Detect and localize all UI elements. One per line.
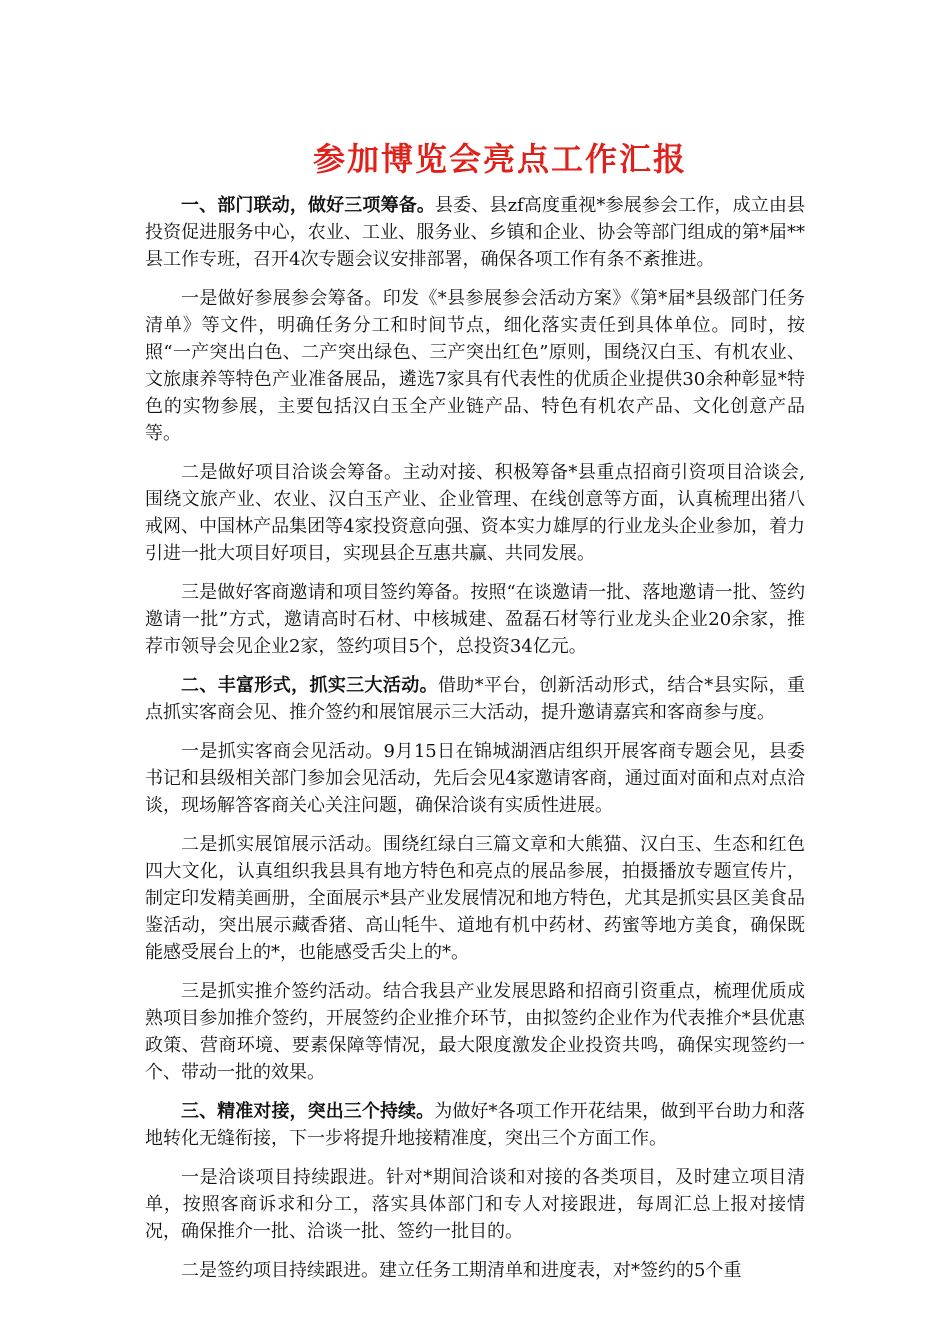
paragraph-text: 一是做好参展参会筹备。印发《*县参展参会活动方案》《第*届*县级部门任务清单》等文件，明确任务分工和时间节点，细化落实责任到具体单位。同时，按照“一产突出白色、二产突出绿色、三产突出红色”原则，围绕汉白玉、有机农业、文旅康养等特色产业准备展品，遴选7家具有代表性的优质企业提供30余种彰显*特色的实物参展，主要包括汉白玉全产业链产品、特色有机农产品、文化创意产品等。: [145, 288, 805, 444]
paragraph-text: 借助*平台，创新活动形式，结合*县实际，重点抓实客商会见、推介签约和展馆展示三大活动，提升邀请嘉宾和客商参与度。: [145, 675, 806, 723]
section-heading: 一、部门联动，做好三项筹备。: [181, 195, 435, 216]
paragraph-text: 三是做好客商邀请和项目签约筹备。按照“在谈邀请一批、落地邀请一批、签约邀请一批”方式，邀请高时石材、中核城建、盈磊石材等行业龙头企业20余家，推荐市领导会见企业2家，签约项目5个，总投资34亿元。: [145, 582, 805, 657]
paragraph: [145, 579, 805, 660]
paragraph-text: 一是抓实客商会见活动。9月15日在锦城湖酒店组织开展客商专题会见，县委书记和县级相关部门参加会见活动，先后会见4家邀请客商，通过面对面和点对点洽谈，现场解答客商关心关注问题，确保洽谈有实质性进展。: [145, 741, 805, 816]
paragraph: [145, 192, 805, 273]
section-heading: 三、精准对接，突出三个持续。: [181, 1101, 435, 1122]
paragraph-text: 为做好*各项工作开花结果，做到平台助力和落地转化无缝衔接，下一步将提升地接精准度，突出三个方面工作。: [145, 1101, 805, 1149]
paragraph-text: 县委、县zf高度重视*参展参会工作，成立由县投资促进服务中心，农业、工业、服务业、乡镇和企业、协会等部门组成的第*届**县工作专班，召开4次专题会议安排部署，确保各项工作有条不紊推进。: [145, 195, 805, 270]
paragraph-text: 二是做好项目洽谈会筹备。主动对接、积极筹备*县重点招商引资项目洽谈会,围绕文旅产业、农业、汉白玉产业、企业管理、在线创意等方面，认真梳理出猪八戒网、中国林产品集团等4家投资意向强、资本实力雄厚的行业龙头企业参加，着力引进一批大项目好项目，实现县企互惠共赢、共同发展。: [145, 462, 805, 564]
paragraph: [145, 1098, 805, 1152]
paragraph-text: 一是洽谈项目持续跟进。针对*期间洽谈和对接的各类项目，及时建立项目清单，按照客商诉求和分工，落实具体部门和专人对接跟进，每周汇总上报对接情况，确保推介一批、洽谈一批、签约一批目的。: [145, 1167, 805, 1242]
paragraph-text: 三是抓实推介签约活动。结合我县产业发展思路和招商引资重点，梳理优质成熟项目参加推介签约，开展签约企业推介环节，由拟签约企业作为代表推介*县优惠政策、营商环境、要素保障等情况，最大限度激发企业投资共鸣，确保实现签约一个、带动一批的效果。: [145, 981, 805, 1083]
paragraph-text: 二是签约项目持续跟进。建立任务工期清单和进度表，对*签约的5个重: [181, 1260, 742, 1281]
section-heading: 二、丰富形式，抓实三大活动。: [181, 675, 438, 696]
document-title: 参加博览会亮点工作汇报: [312, 140, 687, 178]
paragraph: [145, 738, 805, 819]
paragraph: [145, 831, 805, 966]
paragraph: [145, 672, 805, 726]
paragraph: [145, 1257, 805, 1284]
document-body: [145, 192, 805, 1296]
paragraph: [145, 1164, 805, 1245]
paragraph: [145, 459, 805, 567]
paragraph: [145, 978, 805, 1086]
paragraph-text: 二是抓实展馆展示活动。围绕红绿白三篇文章和大熊猫、汉白玉、生态和红色四大文化，认真组织我县具有地方特色和亮点的展品参展，拍摄播放专题宣传片，制定印发精美画册，全面展示*县产业发展情况和地方特色，尤其是抓实县区美食品鉴活动，突出展示藏香猪、高山牦牛、道地有机中药材、药蜜等地方美食，确保既能感受展台上的*，也能感受舌尖上的*。: [145, 834, 805, 963]
paragraph: [145, 285, 805, 447]
